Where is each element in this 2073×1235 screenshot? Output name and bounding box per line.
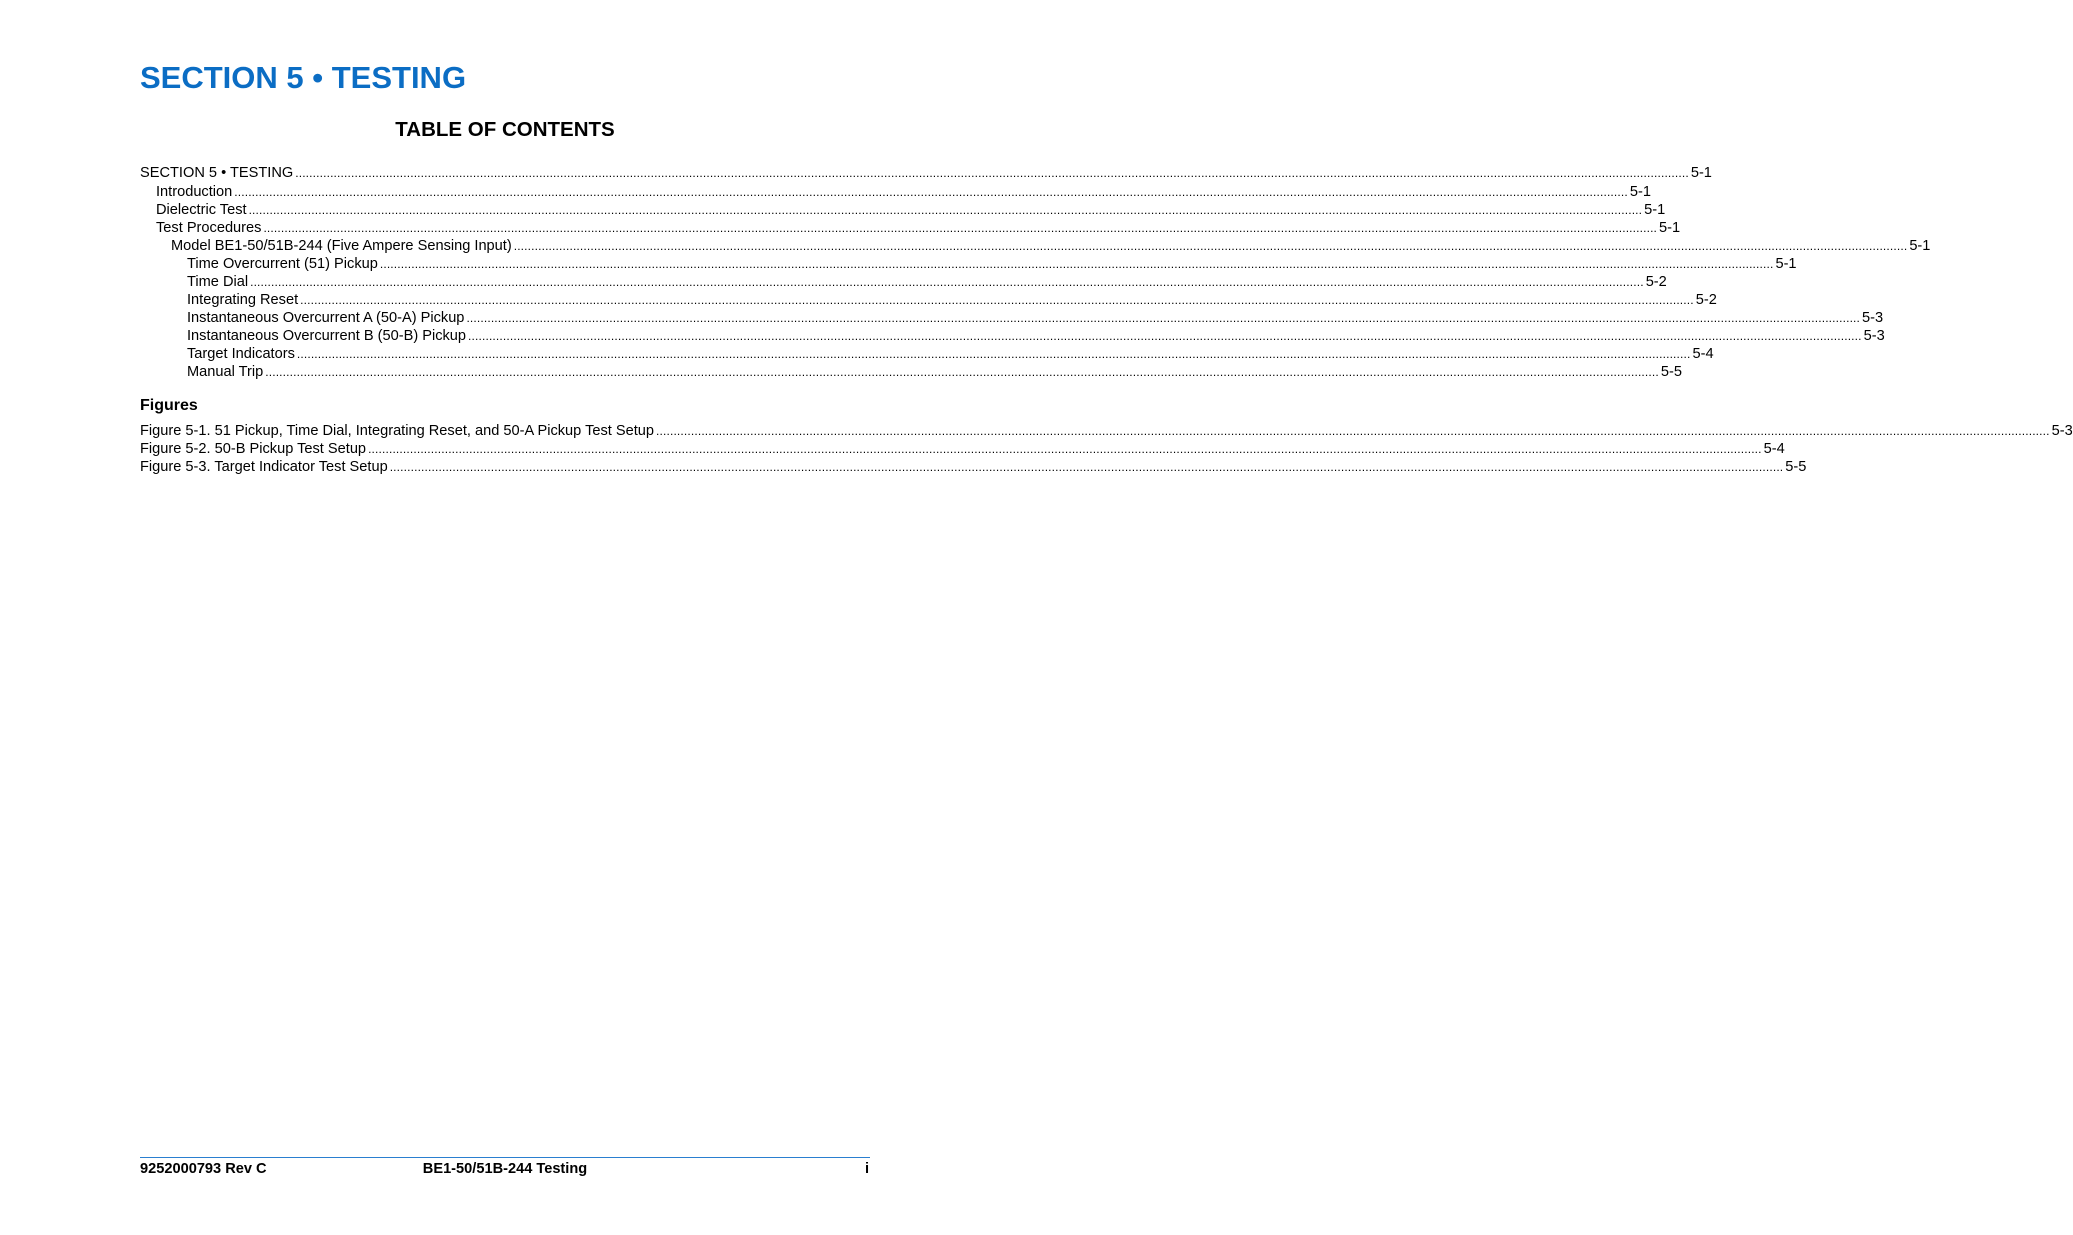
toc-entry-text: Target Indicators — [187, 346, 295, 362]
figure-entry-page: 5-4 — [1763, 441, 1785, 457]
toc-entry-time-dial[interactable] — [140, 273, 1667, 291]
toc-entry-text: Manual Trip — [187, 364, 264, 380]
toc-entry-page: 5-5 — [1660, 364, 1682, 380]
toc-entry-page: 5-3 — [1863, 328, 1885, 344]
figures-heading: Figures — [140, 397, 198, 414]
figure-entry-page: 5-5 — [1785, 459, 1807, 475]
toc-dot-leader: ................................................................................................................................................................................................................................................................................................................................................................................................................ — [513, 239, 1908, 253]
toc-dot-leader: ................................................................................................................................................................................................................................................................................................................................................................................................................ — [468, 329, 1862, 343]
toc-entry-page: 5-1 — [1659, 220, 1681, 236]
table-of-contents — [140, 164, 1931, 381]
toc-entry-text: Time Overcurrent (51) Pickup — [187, 256, 378, 272]
footer-rule — [140, 1157, 870, 1158]
toc-dot-leader: ................................................................................................................................................................................................................................................................................................................................................................................................................ — [248, 203, 1643, 217]
toc-entry-page: 5-1 — [1775, 256, 1797, 272]
toc-entry-page: 5-1 — [1629, 184, 1651, 200]
toc-entry-text: Integrating Reset — [187, 292, 299, 308]
toc-entry-text: Time Dial — [187, 274, 249, 290]
toc-title: TABLE OF CONTENTS — [395, 118, 615, 141]
figure-entry-5-2[interactable] — [140, 440, 1785, 458]
toc-entry-text: Introduction — [156, 184, 233, 200]
toc-dot-leader: ................................................................................................................................................................................................................................................................................................................................................................................................................ — [263, 221, 1658, 235]
toc-entry-page: 5-1 — [1909, 238, 1931, 254]
footer-title: BE1-50/51B-244 Testing — [422, 1161, 588, 1177]
toc-entry-page: 5-3 — [1862, 310, 1884, 326]
page-footer — [140, 1160, 870, 1178]
toc-entry-text: Model BE1-50/51B-244 (Five Ampere Sensing Input) — [171, 238, 512, 254]
toc-entry-instantaneous-a[interactable] — [140, 309, 1884, 327]
toc-dot-leader: ................................................................................................................................................................................................................................................................................................................................................................................................................ — [234, 185, 1628, 199]
toc-entry-text: Instantaneous Overcurrent B (50-B) Pickup — [187, 328, 467, 344]
toc-entry-page: 5-2 — [1645, 274, 1667, 290]
toc-entry-text: Test Procedures — [156, 220, 262, 236]
section-title: SECTION 5 • TESTING — [140, 60, 467, 95]
figure-entry-5-1[interactable] — [140, 422, 2073, 440]
toc-entry-page: 5-2 — [1695, 292, 1717, 308]
toc-entry-model[interactable] — [140, 237, 1931, 255]
toc-dot-leader: ................................................................................................................................................................................................................................................................................................................................................................................................................ — [389, 460, 1784, 474]
toc-entry-text: SECTION 5 • TESTING — [140, 165, 294, 181]
toc-dot-leader: ................................................................................................................................................................................................................................................................................................................................................................................................................ — [368, 442, 1762, 456]
figure-entry-text: Figure 5-1. 51 Pickup, Time Dial, Integrating Reset, and 50-A Pickup Test Setup — [140, 423, 655, 439]
toc-entry-time-overcurrent[interactable] — [140, 255, 1797, 273]
toc-entry-text: Dielectric Test — [156, 202, 247, 218]
footer-document-number: 9252000793 Rev C — [140, 1161, 267, 1177]
toc-entry-manual-trip[interactable] — [140, 363, 1682, 381]
toc-entry-dielectric-test[interactable] — [140, 201, 1666, 219]
toc-dot-leader: ................................................................................................................................................................................................................................................................................................................................................................................................................ — [296, 347, 1691, 361]
list-of-figures — [140, 422, 2073, 476]
figure-entry-text: Figure 5-3. Target Indicator Test Setup — [140, 459, 388, 475]
toc-dot-leader: ................................................................................................................................................................................................................................................................................................................................................................................................................ — [250, 275, 1644, 289]
footer-page-number: i — [864, 1161, 869, 1177]
toc-entry-page: 5-4 — [1692, 346, 1714, 362]
figure-entry-text: Figure 5-2. 50-B Pickup Test Setup — [140, 441, 367, 457]
toc-dot-leader: ................................................................................................................................................................................................................................................................................................................................................................................................................ — [656, 424, 2050, 438]
toc-dot-leader: ................................................................................................................................................................................................................................................................................................................................................................................................................ — [466, 311, 1861, 325]
toc-entry-integrating-reset[interactable] — [140, 291, 1717, 309]
toc-entry-section-5[interactable] — [140, 164, 1712, 183]
toc-entry-target-indicators[interactable] — [140, 345, 1714, 363]
toc-dot-leader: ................................................................................................................................................................................................................................................................................................................................................................................................................ — [295, 166, 1689, 180]
toc-entry-page: 5-1 — [1690, 165, 1712, 181]
toc-dot-leader: ................................................................................................................................................................................................................................................................................................................................................................................................................ — [265, 365, 1659, 379]
figure-entry-page: 5-3 — [2051, 423, 2073, 439]
toc-entry-instantaneous-b[interactable] — [140, 327, 1885, 345]
toc-entry-test-procedures[interactable] — [140, 219, 1681, 237]
toc-dot-leader: ................................................................................................................................................................................................................................................................................................................................................................................................................ — [300, 293, 1694, 307]
toc-dot-leader: ................................................................................................................................................................................................................................................................................................................................................................................................................ — [379, 257, 1774, 271]
toc-entry-text: Instantaneous Overcurrent A (50-A) Pickup — [187, 310, 465, 326]
figure-entry-5-3[interactable] — [140, 458, 1807, 476]
toc-entry-introduction[interactable] — [140, 183, 1651, 201]
toc-entry-page: 5-1 — [1644, 202, 1666, 218]
